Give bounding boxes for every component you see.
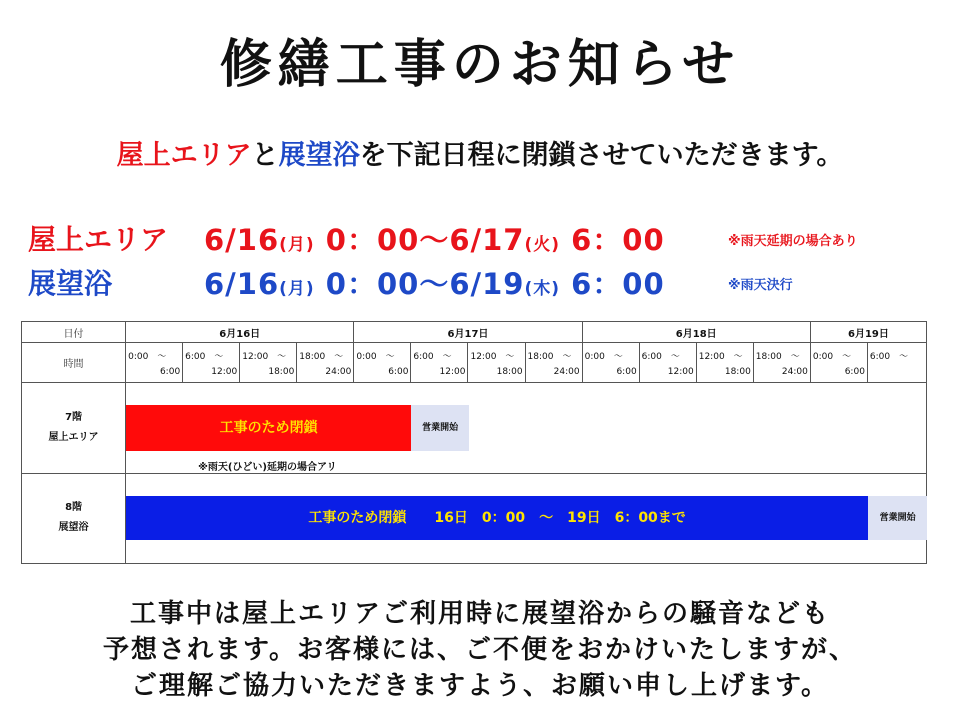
slot-start: 6:00 ～: [185, 351, 224, 362]
schedule-dates: 6/16(月) 0：00〜6/19(木) 6：00: [204, 267, 665, 301]
floor-label: 7階: [65, 411, 83, 423]
time-slot: [582, 343, 639, 383]
slot-start: 0:00 ～: [356, 351, 395, 362]
closure-bar-bath: 工事のため閉鎖 16日 0：00 ～ 19日 6：00まで: [126, 496, 868, 540]
footer-line: ご理解ご協力いただきますよう、お願い申し上げます。: [131, 671, 829, 701]
slot-end: 6:00: [388, 366, 409, 377]
area-label: 展望浴: [58, 522, 89, 534]
time-slot: [126, 343, 183, 383]
slot-end: 12:00: [667, 366, 694, 377]
time-slot: [525, 343, 582, 383]
schedule-note: ※雨天決行: [728, 278, 793, 293]
time-header: 時間: [22, 343, 126, 383]
slot-end: 12:00: [211, 366, 238, 377]
rooftop-timeline: [126, 383, 927, 473]
time-slot: [468, 343, 525, 383]
intro-rest: を下記日程に閉鎖させていただきます。: [359, 140, 844, 171]
slot-end: 12:00: [439, 366, 466, 377]
slot-start: 18:00 ～: [299, 351, 344, 362]
day-header: 6月17日: [354, 322, 582, 343]
time-slot: [240, 343, 297, 383]
slot-end: 24:00: [553, 366, 580, 377]
row-label-rooftop: [22, 383, 126, 473]
footer-line: 工事中は屋上エリアご利用時に展望浴からの騒音なども: [129, 599, 830, 629]
schedule-place: 展望浴: [28, 267, 113, 300]
time-slot: [354, 343, 411, 383]
time-slot: [297, 343, 354, 383]
slot-start: 0:00 ～: [812, 351, 852, 362]
slot-end: 24:00: [325, 366, 352, 377]
time-slot: [867, 343, 926, 383]
intro-and: と: [251, 140, 279, 171]
rain-note: ※雨天(ひどい)延期の場合アリ: [198, 462, 337, 474]
schedule-place: 屋上エリア: [28, 223, 169, 256]
intro-rooftop: 屋上エリア: [116, 140, 252, 171]
slot-start: 6:00 ～: [413, 351, 452, 362]
intro-bath: 展望浴: [278, 140, 360, 171]
schedule-table: [21, 321, 927, 564]
slot-end: 18:00: [268, 366, 295, 377]
time-slot: [696, 343, 753, 383]
footer-message: [0, 596, 960, 704]
open-label-bath: 営業開始: [868, 496, 927, 540]
area-label: 屋上エリア: [48, 431, 99, 443]
time-slot: [183, 343, 240, 383]
row-label-bath: [22, 473, 126, 563]
day-header: 6月16日: [126, 322, 354, 343]
floor-label: 8階: [65, 502, 83, 514]
slot-end: 24:00: [781, 366, 808, 377]
schedule-dates: 6/16(月) 0：00〜6/17(火) 6：00: [204, 223, 665, 257]
schedule-note: ※雨天延期の場合あり: [728, 234, 858, 249]
slot-end: 6:00: [616, 366, 637, 377]
date-header: 日付: [22, 322, 126, 343]
slot-end: 18:00: [496, 366, 523, 377]
time-slot: [753, 343, 810, 383]
slot-start: 12:00 ～: [698, 351, 743, 362]
day-header: 6月18日: [582, 322, 810, 343]
slot-start: 6:00 ～: [869, 351, 909, 362]
open-label-rooftop: 営業開始: [411, 405, 469, 451]
slot-start: 0:00 ～: [584, 351, 623, 362]
footer-line: 予想されます。お客様には、ご不便をおかけいたしますが、: [103, 635, 857, 665]
slot-end: 6:00: [159, 366, 181, 377]
bath-timeline: [126, 473, 927, 563]
slot-start: 12:00 ～: [242, 351, 287, 362]
slot-start: 12:00 ～: [470, 351, 515, 362]
time-slot: [810, 343, 867, 383]
slot-start: 0:00 ～: [128, 351, 167, 362]
slot-start: 18:00 ～: [755, 351, 800, 362]
slot-end: 18:00: [724, 366, 751, 377]
page-title: 修繕工事のお知らせ: [219, 35, 741, 95]
time-slot: [411, 343, 468, 383]
slot-start: 18:00 ～: [527, 351, 572, 362]
closure-bar-rooftop: 工事のため閉鎖: [126, 405, 411, 451]
intro-text: [0, 133, 960, 172]
time-slot: [639, 343, 696, 383]
slot-end: 6:00: [844, 366, 865, 377]
slot-start: 6:00 ～: [641, 351, 680, 362]
day-header: 6月19日: [810, 322, 926, 343]
